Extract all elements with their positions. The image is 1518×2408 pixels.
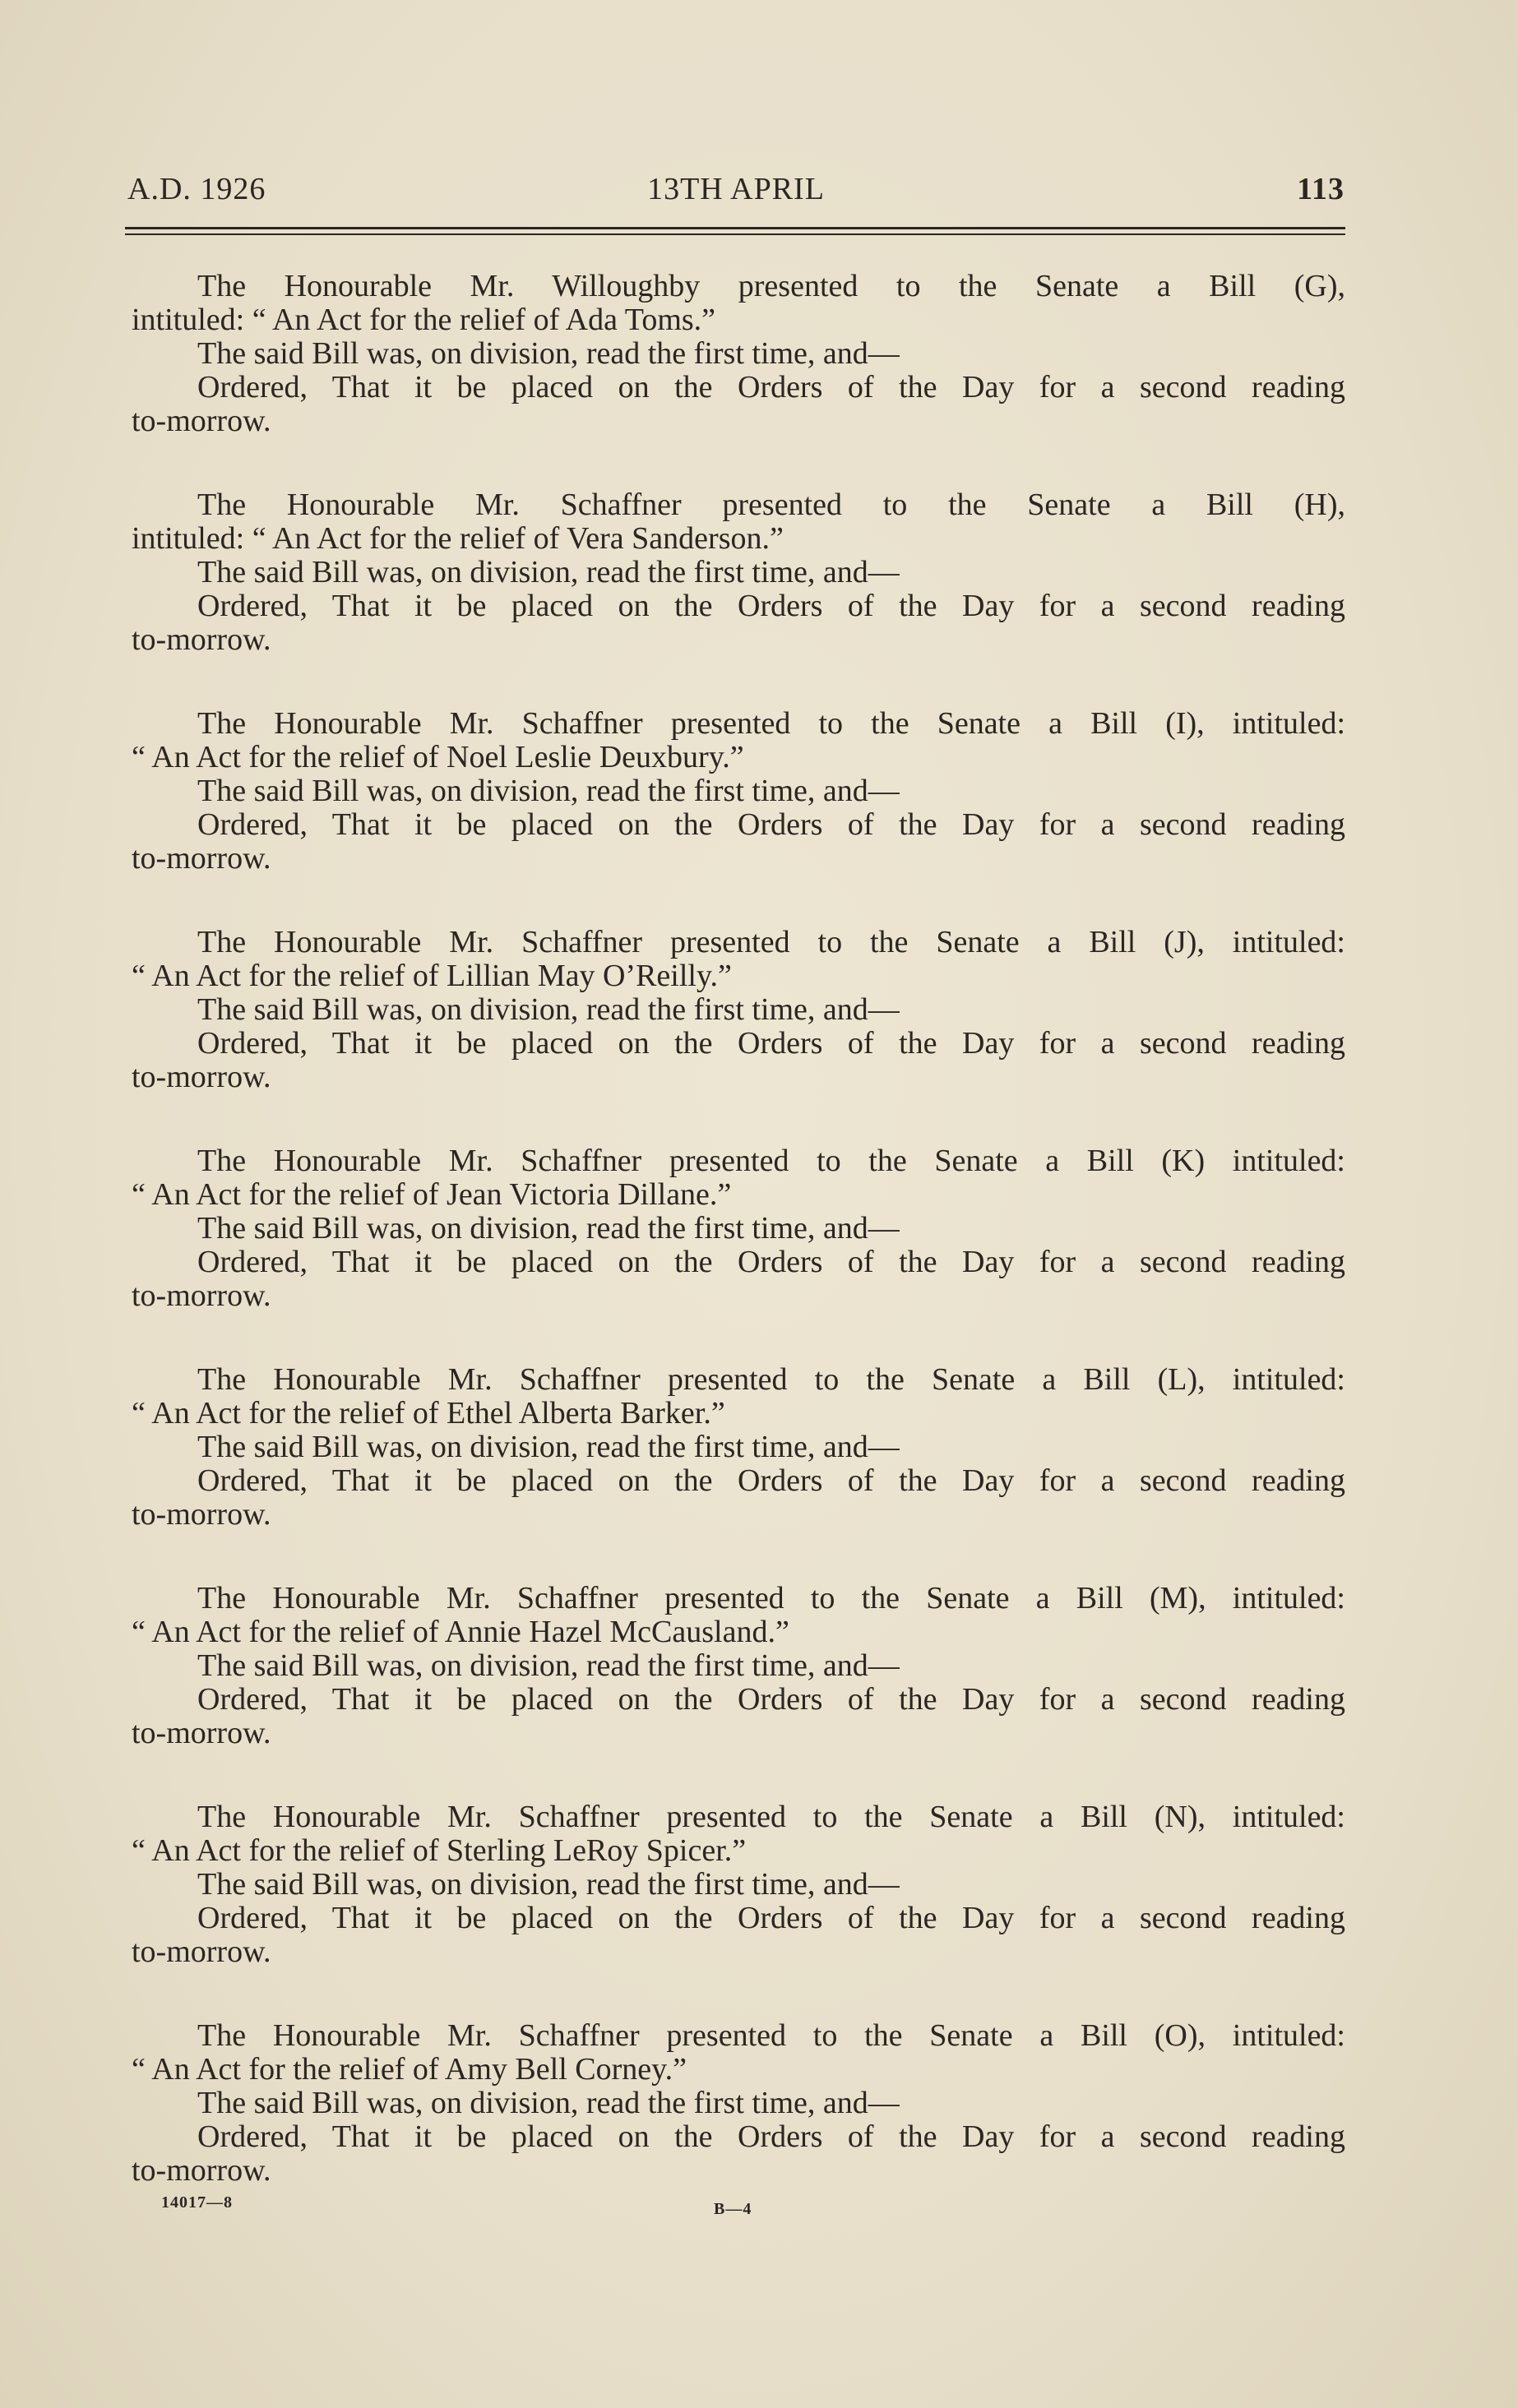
- entry-title-line: “ An Act for the relief of Jean Victoria Dillane.”: [132, 1177, 732, 1212]
- entry-order-end: to-morrow.: [132, 1497, 271, 1532]
- entry-title-line: “ An Act for the relief of Noel Leslie Deuxbury.”: [132, 740, 744, 774]
- entry-order-line: Ordered, That it be placed on the Orders of the Day for a second reading: [197, 1463, 1345, 1498]
- entry-presentation-line: The Honourable Mr. Willoughby presented to the Senate a Bill (G),: [197, 269, 1345, 303]
- bill-entries: [132, 270, 1345, 2238]
- entry-order-end: to-morrow.: [132, 622, 271, 657]
- bill-entry: [132, 707, 1345, 926]
- entry-presentation-line: The Honourable Mr. Schaffner presented to the Senate a Bill (K) intituled:: [197, 1144, 1345, 1178]
- bill-entry: [132, 488, 1345, 707]
- entry-reading-line: The said Bill was, on division, read the first time, and—: [197, 1648, 900, 1683]
- entry-order-end: to-morrow.: [132, 1934, 271, 1969]
- entry-title-line: “ An Act for the relief of Lillian May O’Reilly.”: [132, 959, 732, 993]
- bill-entry: [132, 270, 1345, 488]
- entry-reading-line: The said Bill was, on division, read the first time, and—: [197, 2086, 900, 2120]
- signature-mark: B—4: [714, 2200, 752, 2218]
- entry-reading-line: The said Bill was, on division, read the first time, and—: [197, 336, 900, 371]
- header-date: 13TH APRIL: [647, 172, 825, 206]
- page-number: 113: [1297, 172, 1344, 206]
- entry-order-line: Ordered, That it be placed on the Orders of the Day for a second reading: [197, 370, 1345, 404]
- entry-presentation-line: The Honourable Mr. Schaffner presented to the Senate a Bill (J), intituled:: [197, 925, 1345, 959]
- entry-order-line: Ordered, That it be placed on the Orders of the Day for a second reading: [197, 807, 1345, 842]
- entry-order-end: to-morrow.: [132, 404, 271, 438]
- entry-order-line: Ordered, That it be placed on the Orders of the Day for a second reading: [197, 1026, 1345, 1061]
- entry-title-line: intituled: “ An Act for the relief of Vera Sanderson.”: [132, 521, 784, 556]
- entry-reading-line: The said Bill was, on division, read the first time, and—: [197, 774, 900, 808]
- entry-order-end: to-morrow.: [132, 2153, 271, 2188]
- entry-presentation-line: The Honourable Mr. Schaffner presented to the Senate a Bill (N), intituled:: [197, 1800, 1345, 1834]
- entry-title-line: “ An Act for the relief of Amy Bell Corney.”: [132, 2052, 687, 2087]
- entry-reading-line: The said Bill was, on division, read the first time, and—: [197, 555, 900, 589]
- entry-order-line: Ordered, That it be placed on the Orders of the Day for a second reading: [197, 1901, 1345, 1935]
- entry-reading-line: The said Bill was, on division, read the first time, and—: [197, 1211, 900, 1246]
- bill-entry: [132, 1144, 1345, 1363]
- bill-entry: [132, 1363, 1345, 1582]
- entry-reading-line: The said Bill was, on division, read the first time, and—: [197, 1430, 900, 1464]
- print-code: 14017—8: [161, 2193, 233, 2212]
- entry-order-end: to-morrow.: [132, 841, 271, 876]
- entry-presentation-line: The Honourable Mr. Schaffner presented to the Senate a Bill (L), intituled:: [197, 1362, 1345, 1397]
- entry-title-line: “ An Act for the relief of Sterling LeRoy Spicer.”: [132, 1833, 747, 1868]
- entry-presentation-line: The Honourable Mr. Schaffner presented to the Senate a Bill (H),: [197, 488, 1345, 522]
- bill-entry: [132, 1800, 1345, 2019]
- entry-presentation-line: The Honourable Mr. Schaffner presented to the Senate a Bill (O), intituled:: [197, 2018, 1345, 2053]
- entry-order-end: to-morrow.: [132, 1060, 271, 1094]
- entry-order-end: to-morrow.: [132, 1278, 271, 1313]
- entry-presentation-line: The Honourable Mr. Schaffner presented to the Senate a Bill (M), intituled:: [197, 1581, 1345, 1615]
- entry-order-line: Ordered, That it be placed on the Orders of the Day for a second reading: [197, 2119, 1345, 2154]
- entry-title-line: “ An Act for the relief of Annie Hazel McCausland.”: [132, 1615, 789, 1649]
- bill-entry: [132, 926, 1345, 1144]
- entry-order-line: Ordered, That it be placed on the Orders of the Day for a second reading: [197, 589, 1345, 623]
- entry-title-line: intituled: “ An Act for the relief of Ada Toms.”: [132, 303, 716, 337]
- entry-reading-line: The said Bill was, on division, read the first time, and—: [197, 992, 900, 1027]
- header-rule-bottom: [125, 233, 1345, 235]
- entry-order-line: Ordered, That it be placed on the Orders of the Day for a second reading: [197, 1245, 1345, 1279]
- entry-title-line: “ An Act for the relief of Ethel Alberta Barker.”: [132, 1396, 725, 1430]
- entry-order-line: Ordered, That it be placed on the Orders of the Day for a second reading: [197, 1682, 1345, 1717]
- bill-entry: [132, 1582, 1345, 1800]
- header-year: A.D. 1926: [127, 172, 266, 206]
- header-rule-top: [125, 227, 1345, 229]
- entry-reading-line: The said Bill was, on division, read the first time, and—: [197, 1867, 900, 1902]
- page-header: [127, 171, 1344, 212]
- entry-presentation-line: The Honourable Mr. Schaffner presented to the Senate a Bill (I), intituled:: [197, 706, 1345, 741]
- entry-order-end: to-morrow.: [132, 1716, 271, 1750]
